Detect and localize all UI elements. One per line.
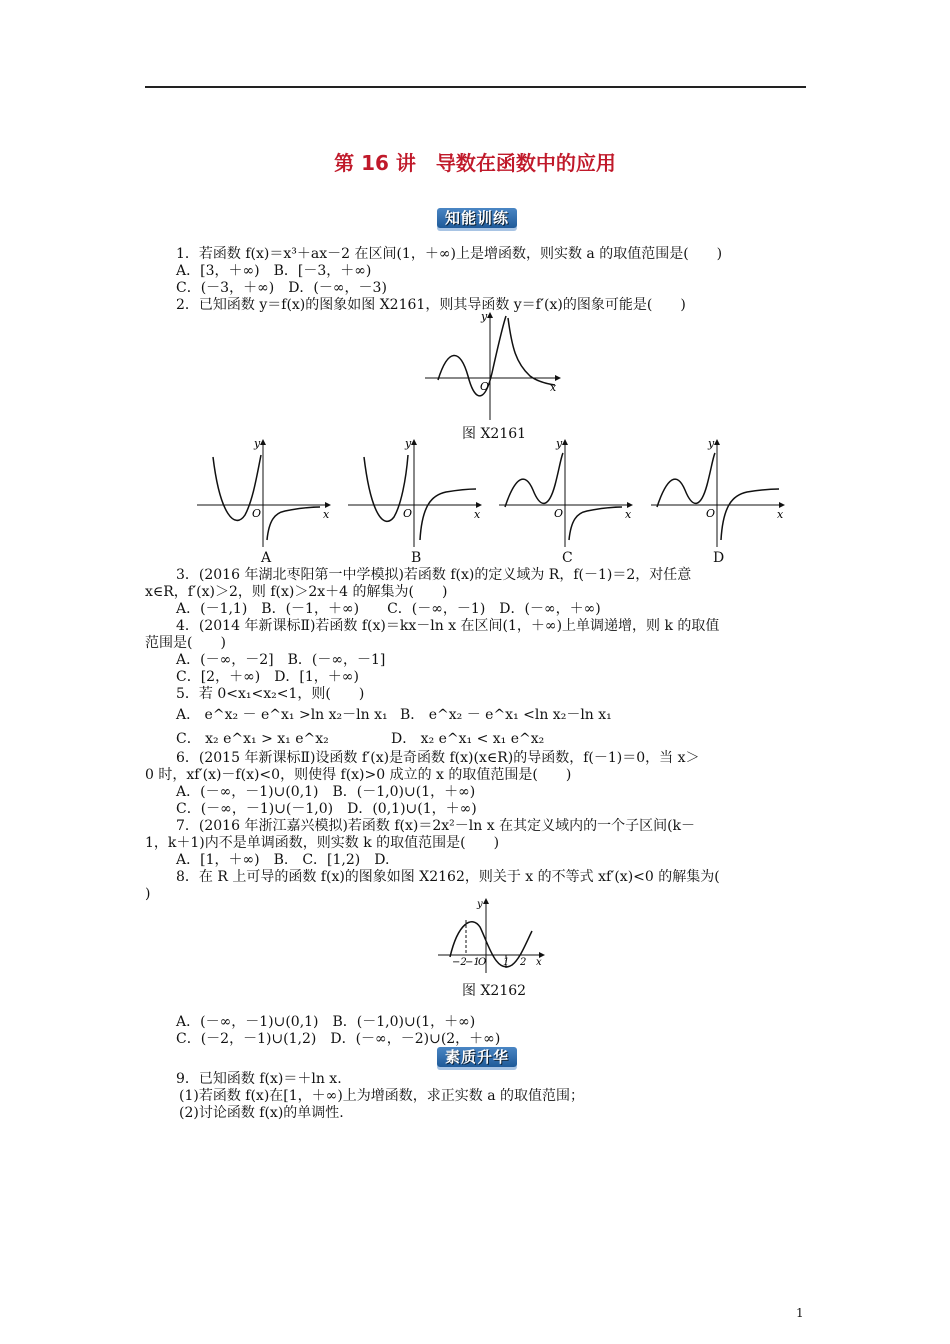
svg-text:O: O xyxy=(252,507,262,520)
option-b-graph xyxy=(346,435,486,550)
q9-part1: (1)若函数 f(x)在[1，＋∞)上为增函数，求正实数 a 的取值范围； xyxy=(179,1088,585,1104)
q8-options-ab: A．(－∞，－1)∪(0,1) B．(－1,0)∪(1，＋∞) xyxy=(176,1014,476,1030)
svg-text:y: y xyxy=(405,437,412,450)
q6-stem-1: 6．(2015 年新课标Ⅱ)设函数 f′(x)是奇函数 f(x)(x∈R)的导函数，f(－1)＝0，当 x＞ xyxy=(176,750,700,766)
page-title: 第 16 讲 导数在函数中的应用 xyxy=(334,151,616,175)
svg-text:y: y xyxy=(254,437,261,450)
option-c-graph xyxy=(497,435,637,550)
svg-text:x: x xyxy=(625,508,632,521)
fig2-x-label: x xyxy=(536,957,542,968)
header-rule xyxy=(145,86,806,88)
svg-text:y: y xyxy=(556,437,563,450)
page-number: 1 xyxy=(796,1306,804,1320)
q7-stem-1: 7．(2016 年浙江嘉兴模拟)若函数 f(x)＝2x²－ln x 在其定义域内的一个子区间(k－ xyxy=(176,818,696,834)
svg-text:O: O xyxy=(554,507,564,520)
q4-options-ab: A．(－∞，－2] B．(－∞，－1] xyxy=(176,652,386,668)
q6-options-ab: A．(－∞，－1)∪(0,1) B．(－1,0)∪(1，＋∞) xyxy=(176,784,476,800)
svg-text:O: O xyxy=(403,507,413,520)
option-c-label: C xyxy=(562,550,573,566)
q5-option-b: B． e^x₂ － e^x₁ <ln x₂－ln x₁ xyxy=(400,707,612,723)
option-a-label: A xyxy=(261,550,272,566)
fig1-origin-label: O xyxy=(480,380,490,393)
q1-options-ab: A．[3，＋∞) B．[－3，＋∞) xyxy=(176,263,372,279)
option-d-graph xyxy=(649,435,789,550)
fig2-y-label: y xyxy=(477,899,483,910)
q4-options-cd: C．[2，＋∞) D．[1，＋∞) xyxy=(176,669,359,685)
q4-stem-2: 范围是( ) xyxy=(145,635,226,651)
q7-options: A．[1，＋∞) B. C．[1,2) D. xyxy=(176,852,390,868)
q6-stem-2: 0 时，xf′(x)－f(x)<0，则使得 f(x)>0 成立的 x 的取值范围是( ) xyxy=(145,767,572,783)
svg-text:x: x xyxy=(474,508,481,521)
q1-stem: 1．若函数 f(x)＝x³＋ax－2 在区间(1，＋∞)上是增函数，则实数 a 的取值范围是( ) xyxy=(176,246,723,262)
fig2-origin-label: O xyxy=(478,957,487,968)
section-banner-training: 知能训练 xyxy=(437,208,517,228)
q3-options: A．(－1,1) B．(－1，＋∞) C．(－∞，－1) D．(－∞，＋∞) xyxy=(176,601,601,617)
q5-stem: 5．若 0<x₁<x₂<1，则( ) xyxy=(176,686,365,702)
section-banner-quality: 素质升华 xyxy=(437,1047,517,1067)
figure-x2162-caption: 图 X2162 xyxy=(462,983,527,999)
q8-stem-2: ) xyxy=(145,886,151,902)
fig2-tick-neg2: −2 xyxy=(452,957,467,968)
svg-text:O: O xyxy=(706,507,716,520)
q5-option-d: D． x₂ e^x₁ < x₁ e^x₂ xyxy=(391,731,545,747)
q7-stem-2: 1，k＋1)内不是单调函数，则实数 k 的取值范围是( ) xyxy=(145,835,500,851)
q5-option-c: C． x₂ e^x₁ > x₁ e^x₂ xyxy=(176,731,329,747)
q4-stem-1: 4．(2014 年新课标Ⅱ)若函数 f(x)＝kx－ln x 在区间(1，＋∞)上单调递增，则 k 的取值 xyxy=(176,618,720,634)
option-b-label: B xyxy=(411,550,422,566)
fig1-x-label: x xyxy=(550,381,557,394)
option-d-label: D xyxy=(713,550,725,566)
option-a-graph xyxy=(195,435,335,550)
fig1-y-label: y xyxy=(481,310,488,323)
svg-text:x: x xyxy=(777,508,784,521)
q2-stem: 2．已知函数 y＝f(x)的图象如图 X2161，则其导函数 y＝f′(x)的图象可能是( ) xyxy=(176,297,686,313)
svg-text:y: y xyxy=(708,437,715,450)
figure-x2162 xyxy=(436,895,551,975)
figure-x2161-caption: 图 X2161 xyxy=(462,426,527,442)
fig2-tick-neg1: −1 xyxy=(465,957,480,968)
q9-part2: (2)讨论函数 f(x)的单调性. xyxy=(179,1105,344,1121)
q3-stem-1: 3．(2016 年湖北枣阳第一中学模拟)若函数 f(x)的定义域为 R，f(－1)＝2，对任意 xyxy=(176,567,692,583)
q8-stem-1: 8．在 R 上可导的函数 f(x)的图象如图 X2162，则关于 x 的不等式 xf′(x)<0 的解集为( xyxy=(176,869,720,885)
q9-stem: 9．已知函数 f(x)＝＋ln x. xyxy=(176,1071,342,1087)
q6-options-cd: C．(－∞，－1)∪(－1,0) D．(0,1)∪(1，＋∞) xyxy=(176,801,477,817)
q1-options-cd: C．(－3，＋∞) D．(－∞，－3) xyxy=(176,280,387,296)
fig2-tick-1: 1 xyxy=(503,957,510,968)
svg-text:x: x xyxy=(323,508,330,521)
q8-options-cd: C．(－2，－1)∪(1,2) D．(－∞，－2)∪(2，＋∞) xyxy=(176,1031,501,1047)
fig2-tick-2: 2 xyxy=(520,957,527,968)
q5-option-a: A． e^x₂ － e^x₁ >ln x₂－ln x₁ xyxy=(176,707,388,723)
figure-x2161 xyxy=(420,308,570,423)
q3-stem-2: x∈R，f′(x)＞2，则 f(x)＞2x＋4 的解集为( ) xyxy=(145,584,448,600)
